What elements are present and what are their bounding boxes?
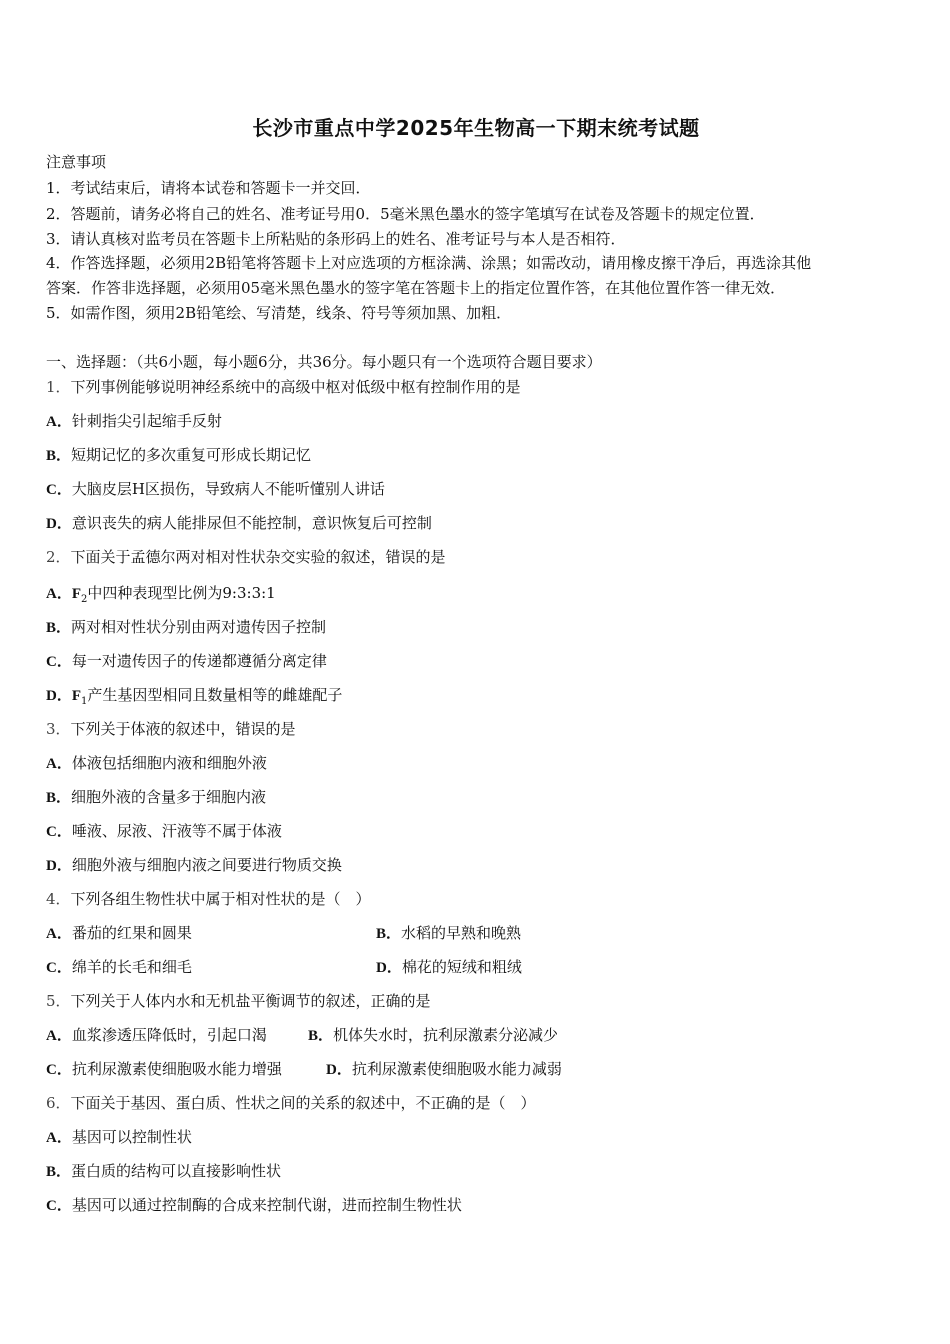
option-letter: C． — [46, 1062, 72, 1078]
option-letter: B． — [46, 1164, 72, 1180]
notice-heading: 注意事项 — [46, 153, 107, 171]
option-letter: C． — [46, 654, 72, 670]
option-letter: D． — [46, 858, 72, 874]
section-heading: 一、选择题：（共6小题，每小题6分，共36分。每小题只有一个选项符合题目要求） — [46, 353, 602, 371]
question-text: 下列各组生物性状中属于相对性状的是（ ） — [70, 890, 371, 908]
option-letter: A． — [46, 1028, 72, 1044]
option-6c — [46, 1194, 462, 1215]
question-3 — [46, 718, 296, 739]
option-text: 短期记忆的多次重复可形成长期记忆 — [71, 446, 312, 464]
option-text: 水稻的早熟和晚熟 — [401, 924, 522, 942]
option-2c — [46, 650, 327, 671]
option-letter: D． — [46, 516, 72, 532]
option-4c — [46, 956, 192, 977]
option-5c — [46, 1058, 282, 1079]
question-number: 1． — [46, 378, 71, 396]
notice-item: 4．作答选择题，必须用2B铅笔将答题卡上对应选项的方框涂满、涂黑；如需改动，请用橡皮擦干净后，再选涂其他 — [46, 254, 812, 272]
option-symbol: F — [71, 688, 82, 704]
option-2a — [46, 582, 276, 605]
option-letter: C． — [46, 824, 72, 840]
option-4a — [46, 922, 192, 943]
option-text: 机体失水时，抗利尿激素分泌减少 — [333, 1026, 559, 1044]
option-4d — [376, 956, 522, 977]
option-text: 产生基因型相同且数量相等的雌雄配子 — [87, 686, 343, 704]
option-text: 唾液、尿液、汗液等不属于体液 — [71, 822, 282, 840]
option-4b — [376, 922, 521, 943]
option-3a — [46, 752, 267, 773]
notice-item: 答案．作答非选择题，必须用05毫米黑色墨水的签字笔在答题卡上的指定位置作答，在其他位置作答一律无效． — [46, 279, 786, 297]
option-text: 抗利尿激素使细胞吸水能力增强 — [71, 1060, 282, 1078]
option-letter: B． — [376, 926, 402, 942]
question-number: 3． — [46, 720, 71, 738]
option-text: 细胞外液的含量多于细胞内液 — [71, 788, 267, 806]
question-number: 4． — [46, 890, 71, 908]
question-5 — [46, 990, 431, 1011]
option-1c — [46, 478, 385, 499]
option-text: 体液包括细胞内液和细胞外液 — [71, 754, 267, 772]
question-number: 6． — [46, 1094, 71, 1112]
question-4 — [46, 888, 371, 909]
option-text: 意识丧失的病人能排尿但不能控制，意识恢复后可控制 — [71, 514, 432, 532]
option-letter: A． — [46, 414, 72, 430]
option-1a — [46, 410, 222, 431]
option-subscript: 1 — [81, 696, 88, 707]
question-text: 下列关于人体内水和无机盐平衡调节的叙述，正确的是 — [70, 992, 431, 1010]
option-6b — [46, 1160, 281, 1181]
notice-item: 5．如需作图，须用2B铅笔绘、写清楚，线条、符号等须加黑、加粗． — [46, 304, 512, 322]
option-3c — [46, 820, 282, 841]
option-subscript: 2 — [81, 594, 88, 605]
option-1d — [46, 512, 432, 533]
question-number: 5． — [46, 992, 71, 1010]
option-2d — [46, 684, 342, 707]
option-text: 绵羊的长毛和细毛 — [71, 958, 192, 976]
question-1 — [46, 376, 521, 397]
option-text: 抗利尿激素使细胞吸水能力减弱 — [351, 1060, 562, 1078]
option-text: 番茄的红果和圆果 — [71, 924, 192, 942]
option-letter: A． — [46, 1130, 72, 1146]
option-letter: B． — [46, 790, 72, 806]
question-text: 下面关于孟德尔两对相对性状杂交实验的叙述，错误的是 — [70, 548, 446, 566]
option-letter: D． — [326, 1062, 352, 1078]
option-letter: C． — [46, 1198, 72, 1214]
option-text: 基因可以通过控制酶的合成来控制代谢，进而控制生物性状 — [71, 1196, 462, 1214]
notice-item: 2．答题前，请务必将自己的姓名、准考证号用0．5毫米黑色墨水的签字笔填写在试卷及答题卡的规定位置． — [46, 205, 765, 223]
option-letter: B． — [308, 1028, 334, 1044]
option-symbol: F — [71, 586, 82, 602]
option-letter: A． — [46, 926, 72, 942]
option-1b — [46, 444, 311, 465]
question-text: 下列事例能够说明神经系统中的高级中枢对低级中枢有控制作用的是 — [70, 378, 521, 396]
option-letter: C． — [46, 482, 72, 498]
option-5b — [308, 1024, 558, 1045]
option-text: 血浆渗透压降低时，引起口渴 — [71, 1026, 267, 1044]
option-letter: D． — [46, 688, 72, 704]
option-text: 大脑皮层H区损伤，导致病人不能听懂别人讲话 — [71, 480, 385, 498]
question-text: 下列关于体液的叙述中，错误的是 — [70, 720, 296, 738]
option-2b — [46, 616, 326, 637]
option-text: 基因可以控制性状 — [71, 1128, 192, 1146]
notice-item: 1．考试结束后，请将本试卷和答题卡一并交回． — [46, 179, 371, 197]
option-text: 针刺指尖引起缩手反射 — [71, 412, 222, 430]
question-6 — [46, 1092, 536, 1113]
exam-title: 长沙市重点中学2025年生物高一下期末统考试题 — [252, 116, 700, 140]
option-letter: B． — [46, 620, 72, 636]
option-letter: A． — [46, 586, 72, 602]
option-letter: C． — [46, 960, 72, 976]
option-5d — [326, 1058, 562, 1079]
option-text: 蛋白质的结构可以直接影响性状 — [71, 1162, 282, 1180]
question-text: 下面关于基因、蛋白质、性状之间的关系的叙述中，不正确的是（ ） — [70, 1094, 536, 1112]
option-letter: A． — [46, 756, 72, 772]
option-text: 中四种表现型比例为9:3:3:1 — [87, 584, 276, 602]
option-text: 棉花的短绒和粗绒 — [401, 958, 522, 976]
option-text: 细胞外液与细胞内液之间要进行物质交换 — [71, 856, 342, 874]
notice-item: 3．请认真核对监考员在答题卡上所粘贴的条形码上的姓名、准考证号与本人是否相符． — [46, 230, 626, 248]
question-2 — [46, 546, 446, 567]
option-5a — [46, 1024, 267, 1045]
option-text: 每一对遗传因子的传递都遵循分离定律 — [71, 652, 327, 670]
option-letter: B． — [46, 448, 72, 464]
option-letter: D． — [376, 960, 402, 976]
question-number: 2． — [46, 548, 71, 566]
option-6a — [46, 1126, 192, 1147]
option-3b — [46, 786, 266, 807]
option-text: 两对相对性状分别由两对遗传因子控制 — [71, 618, 327, 636]
option-3d — [46, 854, 342, 875]
